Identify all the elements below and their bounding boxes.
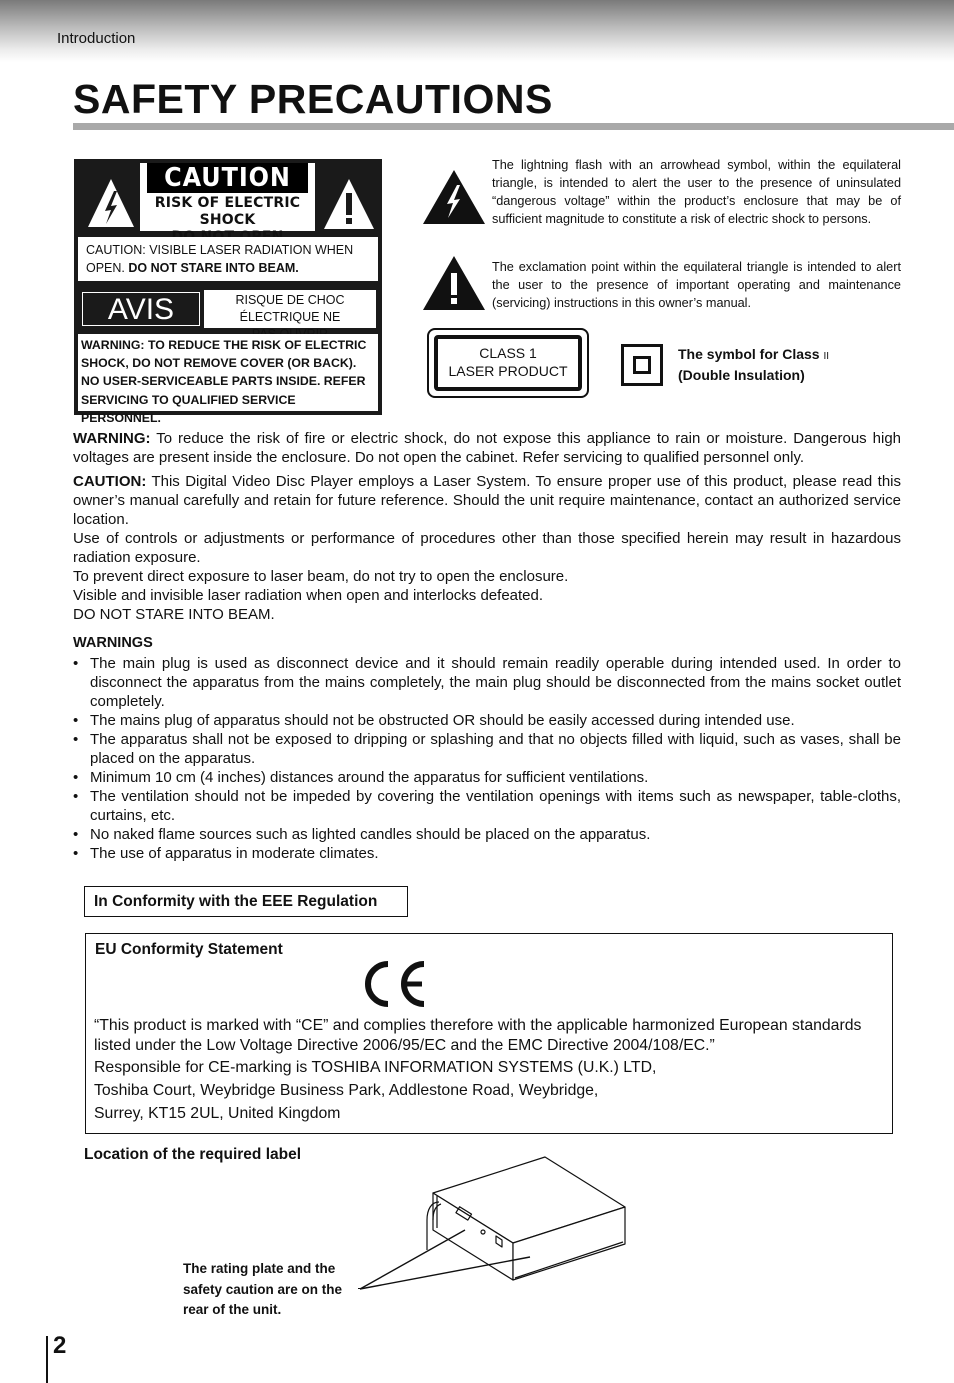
caution-paragraph: CAUTION: This Digital Video Disc Player employs a Laser System. To ensure proper use of this product, please read this owner’s manual carefully and retain for future reference. Should the unit require maintenance, contact an authorized service location. Use of controls or adjustments or performance of procedures other than those specified herein may result in hazardous radiation exposure. To prevent direct exposure to laser beam, do not try to open the enclosure. Visible and invisible laser radiation when open and interlocks defeated. DO NOT STARE INTO BEAM.	[73, 473, 901, 623]
eu-responsible-line: Responsible for CE-marking is TOSHIBA INFORMATION SYSTEMS (U.K.) LTD,	[94, 1059, 657, 1076]
title-rule	[73, 123, 954, 130]
warnings-list	[73, 654, 901, 863]
eee-regulation-heading: In Conformity with the EEE Regulation	[84, 886, 408, 917]
eu-conformity-box	[85, 933, 893, 1134]
ce-mark-icon	[358, 958, 430, 1010]
laser-class-text: CLASS 1	[479, 345, 537, 361]
laser-product-label	[427, 328, 589, 398]
header-bar	[0, 0, 954, 62]
section-label: Introduction	[57, 30, 136, 47]
panel-warning-text: WARNING: TO REDUCE THE RISK OF ELECTRIC SHOCK, DO NOT REMOVE COVER (OR BACK). NO USER-SERVICEABLE PARTS INSIDE. REFER SERVICING TO QUALIFIED SERVICE PERSONNEL.	[78, 334, 378, 411]
page-number-rule	[46, 1336, 48, 1383]
caption-leader-line	[358, 1288, 362, 1289]
lightning-symbol-icon	[421, 168, 487, 226]
laser-product-text: LASER PRODUCT	[448, 363, 568, 379]
avis-label: AVIS	[82, 292, 200, 326]
caution-label-panel	[74, 159, 382, 425]
rating-plate-caption: The rating plate and the safety caution are on the rear of the unit.	[183, 1261, 343, 1317]
eu-conformity-title: EU Conformity Statement	[95, 941, 283, 958]
exclamation-symbol-icon	[421, 254, 487, 312]
avis-row	[78, 288, 378, 330]
eu-address-line: Surrey, KT15 2UL, United Kingdom	[94, 1105, 341, 1122]
list-item: • The ventilation should not be impeded by covering the ventilation openings with items such as newspaper, table-cloths, curtains, etc.	[73, 788, 901, 824]
lightning-symbol-description: The lightning flash with an arrowhead symbol, within the equilateral triangle, is intended to alert the user to the presence of uninsulated “dangerous voltage” within the product’s enclosure that may be of sufficient magnitude to constitute a risk of electric shock to persons.	[492, 158, 901, 226]
warnings-heading: WARNINGS	[73, 635, 153, 651]
eu-conformity-quote: “This product is marked with “CE” and complies therefore with the applicable harmonized European standards listed under the Low Voltage Directive 2006/95/EC and the EMC Directive 2004/108/EC.”	[94, 1017, 862, 1054]
list-item: • The mains plug of apparatus should not be obstructed OR should be easily accessed during intended use.	[73, 712, 795, 729]
list-item: • No naked flame sources such as lighted candles should be placed on the apparatus.	[73, 826, 651, 843]
list-item: • The use of apparatus in moderate climates.	[73, 845, 379, 862]
label-location-title: Location of the required label	[84, 1146, 302, 1163]
caution-badge	[140, 163, 315, 231]
page-title: SAFETY PRECAUTIONS	[73, 76, 553, 122]
dvd-player-rear-illustration	[355, 1150, 645, 1300]
warning-paragraph: WARNING: To reduce the risk of fire or electric shock, do not expose this appliance to rain or moisture. Dangerous high voltages are present inside the enclosure. Do not open the cabinet. Refer servicing to qualified personnel only.	[73, 430, 901, 466]
exclamation-symbol-description: The exclamation point within the equilateral triangle is intended to alert the user to the presence of important operating and maintenance (servicing) instructions in this owner’s manual.	[492, 260, 901, 310]
eu-address-line: Toshiba Court, Weybridge Business Park, Addlestone Road, Weybridge,	[94, 1082, 599, 1099]
list-item: • Minimum 10 cm (4 inches) distances around the apparatus for sufficient ventilations.	[73, 769, 649, 786]
exclamation-triangle-icon	[322, 177, 376, 231]
caution-word: CAUTION	[147, 163, 308, 193]
list-item: • The main plug is used as disconnect device and it should remain readily operable during intended used. In order to disconnect the apparatus from the mains completely, the main plug should be disconnected from the mains socket outlet completely.	[73, 655, 901, 710]
lightning-triangle-icon	[86, 177, 136, 229]
page-number: 2	[53, 1332, 67, 1359]
class2-description: The symbol for Class II (Double Insulation)	[678, 346, 830, 383]
caution-header	[74, 159, 382, 234]
laser-caution-text: CAUTION: VISIBLE LASER RADIATION WHEN OPEN. DO NOT STARE INTO BEAM.	[78, 237, 378, 281]
risk-text: RISK OF ELECTRIC SHOCK	[154, 195, 301, 228]
list-item: • The apparatus shall not be exposed to dripping or splashing and that no objects filled with liquid, such as vases, shall be placed on the apparatus.	[73, 731, 901, 767]
double-insulation-icon	[621, 344, 663, 386]
risque-text: RISQUE DE CHOC ÉLECTRIQUE NE	[204, 290, 376, 328]
